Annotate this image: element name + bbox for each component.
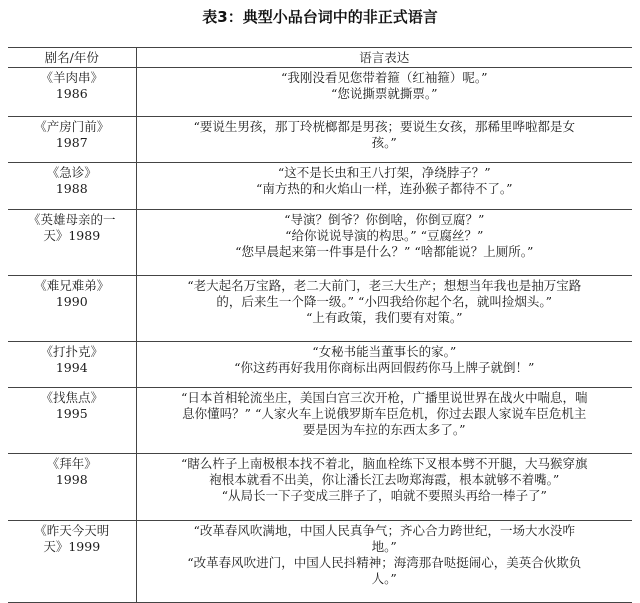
cell-title-year bbox=[8, 454, 136, 521]
table-row bbox=[8, 163, 632, 210]
quote-line: “改革春风吹进门，中国人民抖精神；海湾那旮哒挺闹心，美英合伙欺负 bbox=[187, 555, 582, 570]
quote-line: “您说撕票就撕票。” bbox=[330, 86, 438, 101]
quote-line: “导演？倒爷？你倒啥，你倒豆腐？” bbox=[284, 212, 485, 227]
quote-line: “要说生男孩，那丁玲桄榔都是男孩；要说生女孩，那稀里哗啦都是女 bbox=[193, 119, 575, 134]
table-row bbox=[8, 342, 632, 388]
cell-expression bbox=[136, 117, 632, 163]
skit-year: 1995 bbox=[55, 406, 88, 421]
quote-line: 息你懂吗？” “人家火车上说俄罗斯车臣危机，你过去跟人家说车臣危机主 bbox=[182, 406, 587, 421]
quote-line: “女秘书能当董事长的家。” bbox=[312, 344, 457, 359]
skit-name: 《拜年》 bbox=[46, 456, 97, 471]
quote-line: “从局长一下子变成三胖子了，咱就不要照头再给一棒子了” bbox=[221, 488, 547, 503]
skit-year: 天》1989 bbox=[43, 228, 101, 243]
skit-name: 《打扑克》 bbox=[40, 344, 103, 359]
table-row bbox=[8, 68, 632, 117]
quote-line: “改革春风吹满地，中国人民真争气；齐心合力跨世纪，一场大水没咋 bbox=[193, 523, 575, 538]
quote-line: “您早晨起来第一件事是什么？” “啥都能说？上厕所。” bbox=[235, 244, 534, 259]
cell-expression bbox=[136, 521, 632, 603]
skit-year: 1987 bbox=[55, 135, 88, 150]
quote-line: 袍根本就看不出美，你让潘长江去吻郑海霞，根本就够不着嘴。” bbox=[209, 472, 560, 487]
quote-line: “日本首相轮流坐庄，美国白宫三次开枪，广播里说世界在战火中喘息，喘 bbox=[181, 390, 588, 405]
table-body bbox=[8, 68, 632, 603]
cell-expression bbox=[136, 454, 632, 521]
skit-name: 《英雄母亲的一 bbox=[27, 212, 116, 227]
cell-expression bbox=[136, 276, 632, 342]
quote-line: 人。” bbox=[371, 571, 397, 586]
quote-line: 地。” bbox=[371, 539, 397, 554]
table-row bbox=[8, 388, 632, 454]
skit-year: 1998 bbox=[55, 472, 88, 487]
cell-title-year bbox=[8, 342, 136, 388]
cell-title-year bbox=[8, 68, 136, 117]
table-header-row bbox=[8, 48, 632, 68]
skit-year: 1990 bbox=[55, 294, 88, 309]
quote-line: 的，后来生一个降一级。” “小四我给你起个名，就叫捡烟头。” bbox=[216, 294, 553, 309]
cell-expression bbox=[136, 163, 632, 210]
cell-expression bbox=[136, 210, 632, 276]
quote-line: 要是因为车拉的东西太多了。” bbox=[302, 422, 466, 437]
quote-line: “我刚没看见您带着箍（红袖箍）呢。” bbox=[280, 70, 488, 85]
skit-year: 1994 bbox=[55, 360, 88, 375]
quote-line: “瞎么杵子上南极根本找不着北，脑血栓练下叉根本劈不开腿，大马猴穿旗 bbox=[181, 456, 588, 471]
skit-name: 《昨天今天明 bbox=[34, 523, 110, 538]
table-row bbox=[8, 276, 632, 342]
skit-name: 《产房门前》 bbox=[34, 119, 110, 134]
skit-year: 1988 bbox=[55, 181, 88, 196]
quote-line: “老大起名万宝路，老二大前门，老三大生产；想想当年我也是抽万宝路 bbox=[187, 278, 582, 293]
cell-expression bbox=[136, 68, 632, 117]
table-row bbox=[8, 521, 632, 603]
skit-name: 《急诊》 bbox=[46, 165, 97, 180]
cell-title-year bbox=[8, 521, 136, 603]
quote-line: “给你说说导演的构思。” “豆腐丝？” bbox=[285, 228, 484, 243]
quote-line: “南方热的和火焰山一样，连孙猴子都待不了。” bbox=[255, 181, 513, 196]
table-title: 表3：典型小品台词中的非正式语言 bbox=[202, 8, 438, 26]
cell-expression bbox=[136, 342, 632, 388]
cell-title-year bbox=[8, 276, 136, 342]
quote-line: 孩。” bbox=[371, 135, 397, 150]
header-title-year: 剧名/年份 bbox=[8, 48, 136, 68]
header-expression: 语言表达 bbox=[136, 48, 632, 68]
table-row bbox=[8, 210, 632, 276]
skit-year: 1986 bbox=[55, 86, 88, 101]
cell-title-year bbox=[8, 163, 136, 210]
skit-name: 《找焦点》 bbox=[40, 390, 103, 405]
quote-line: “这不是长虫和王八打架，净绕脖子？” bbox=[277, 165, 491, 180]
table-row bbox=[8, 117, 632, 163]
skit-name: 《难兄难弟》 bbox=[34, 278, 110, 293]
skit-name: 《羊肉串》 bbox=[40, 70, 103, 85]
cell-title-year bbox=[8, 388, 136, 454]
skit-year: 天》1999 bbox=[43, 539, 101, 554]
cell-title-year bbox=[8, 117, 136, 163]
cell-expression bbox=[136, 388, 632, 454]
dialogue-table bbox=[8, 47, 632, 603]
cell-title-year bbox=[8, 210, 136, 276]
quote-line: “上有政策，我们要有对策。” bbox=[305, 310, 463, 325]
table-row bbox=[8, 454, 632, 521]
quote-line: “你这药再好我用你商标出两回假药你马上牌子就倒！” bbox=[234, 360, 535, 375]
